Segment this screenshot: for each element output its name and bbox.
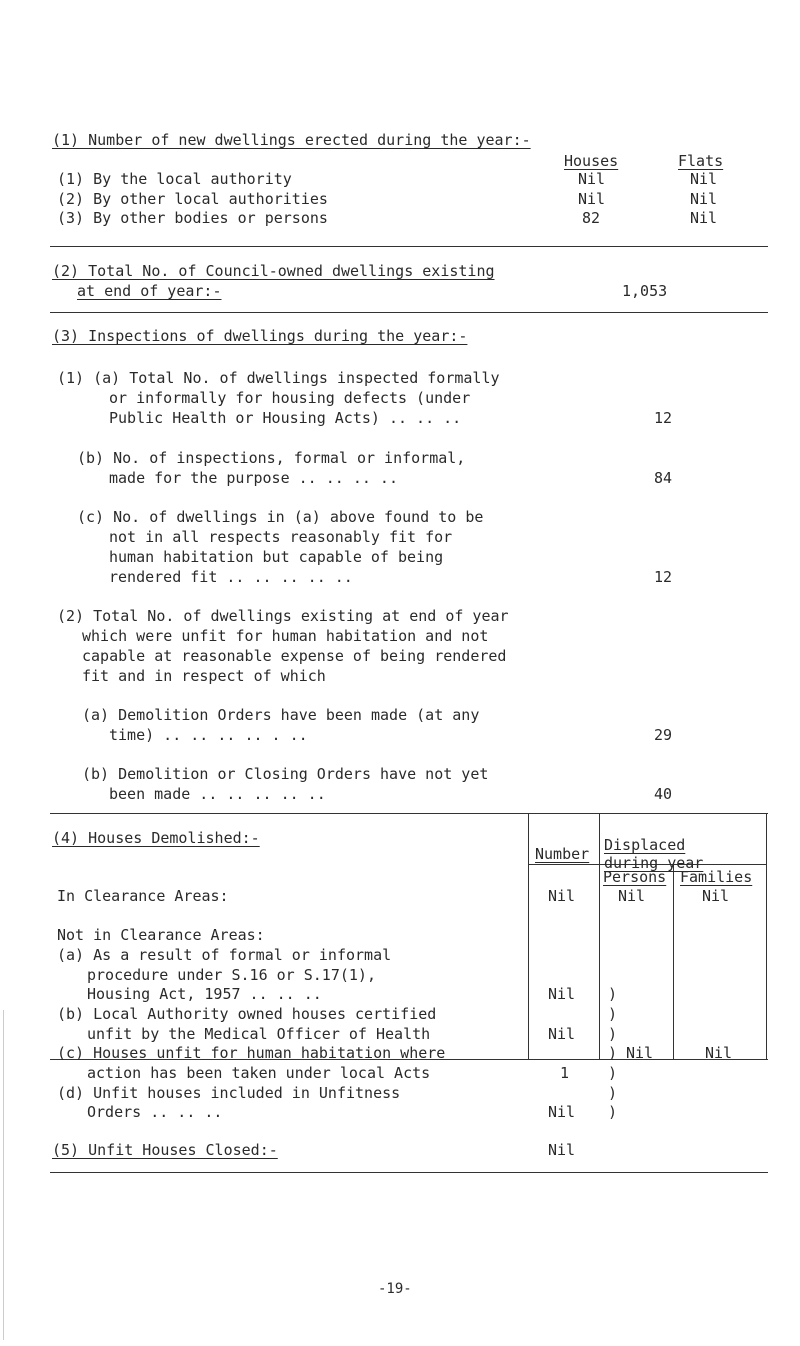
s1-heading: (1) Number of new dwellings erected during the year:- bbox=[52, 131, 531, 149]
s3-p2a-value: 29 bbox=[654, 726, 673, 744]
s4-c-line: (c) Houses unfit for human habitation where bbox=[57, 1044, 446, 1062]
bracket-glyph: ) bbox=[608, 1005, 618, 1023]
s1-row-label: (3) By other bodies or persons bbox=[57, 209, 328, 227]
s3-c-line: (c) No. of dwellings in (a) above found to be bbox=[77, 508, 484, 526]
s3-a-line: (1) (a) Total No. of dwellings inspected formally bbox=[57, 369, 500, 387]
s3-b-line: (b) No. of inspections, formal or informal, bbox=[77, 449, 466, 467]
s3-p2a-line: time) .. .. .. .. . .. bbox=[109, 726, 308, 744]
s3-p2-line: capable at reasonable expense of being rendered bbox=[82, 647, 507, 665]
s1-row-houses: Nil bbox=[578, 170, 606, 188]
s4-b-line: (b) Local Authority owned houses certified bbox=[57, 1005, 437, 1023]
s4-b-line: unfit by the Medical Officer of Health bbox=[87, 1025, 431, 1043]
s4-d-line: (d) Unfit houses included in Unfitness bbox=[57, 1084, 401, 1102]
bracket-glyph: ) bbox=[608, 1025, 618, 1043]
s3-a-line: or informally for housing defects (under bbox=[109, 389, 471, 407]
s4-heading: (4) Houses Demolished:- bbox=[52, 829, 260, 847]
s4-col-displaced: Displaced bbox=[604, 836, 686, 854]
s1-row-label: (1) By the local authority bbox=[57, 170, 292, 188]
margin-mark bbox=[3, 1010, 4, 1340]
divider bbox=[50, 312, 768, 313]
bracket-glyph: ) bbox=[608, 1044, 618, 1062]
s1-row-houses: 82 bbox=[582, 209, 601, 227]
s4-col-number: Number bbox=[535, 845, 590, 863]
s4-not-clearance-label: Not in Clearance Areas: bbox=[57, 926, 265, 944]
s4-clearance-label: In Clearance Areas: bbox=[57, 887, 229, 905]
s3-c-line: human habitation but capable of being bbox=[109, 548, 444, 566]
s2-value: 1,053 bbox=[622, 282, 668, 300]
s1-row-flats: Nil bbox=[690, 190, 718, 208]
table-col-rule bbox=[673, 864, 674, 1059]
s4-a-line: procedure under S.16 or S.17(1), bbox=[87, 966, 376, 984]
s3-p2b-line: been made .. .. .. .. .. bbox=[109, 785, 326, 803]
s4-c-number: 1 bbox=[560, 1064, 570, 1082]
s5-label: (5) Unfit Houses Closed:- bbox=[52, 1141, 278, 1159]
table-col-rule bbox=[766, 813, 767, 1059]
bracket-glyph: ) bbox=[608, 1084, 618, 1102]
s4-clearance-number: Nil bbox=[548, 887, 576, 905]
s4-col-families: Families bbox=[680, 868, 753, 886]
table-top-rule bbox=[50, 813, 768, 814]
s3-p2b-line: (b) Demolition or Closing Orders have not yet bbox=[82, 765, 489, 783]
s3-c-value: 12 bbox=[654, 568, 673, 586]
divider bbox=[50, 1172, 768, 1173]
s3-p2-line: fit and in respect of which bbox=[82, 667, 326, 685]
s3-heading: (3) Inspections of dwellings during the year:- bbox=[52, 327, 468, 345]
table-col-rule bbox=[528, 813, 529, 1059]
s3-p2b-value: 40 bbox=[654, 785, 673, 803]
s3-p2-line: (2) Total No. of dwellings existing at end of year bbox=[57, 607, 509, 625]
s1-col-houses: Houses bbox=[564, 152, 619, 170]
s4-c-line: action has been taken under local Acts bbox=[87, 1064, 431, 1082]
s3-c-line: not in all respects reasonably fit for bbox=[109, 528, 453, 546]
bracket-glyph: ) bbox=[608, 1064, 618, 1082]
s4-col-displaced: during year bbox=[604, 854, 704, 872]
s3-p2-line: which were unfit for human habitation and not bbox=[82, 627, 489, 645]
s3-a-line: Public Health or Housing Acts) .. .. .. bbox=[109, 409, 462, 427]
s1-row-flats: Nil bbox=[690, 170, 718, 188]
page-number: -19- bbox=[378, 1281, 412, 1297]
s4-a-line: (a) As a result of formal or informal bbox=[57, 946, 392, 964]
s4-clearance-families: Nil bbox=[702, 887, 730, 905]
divider bbox=[50, 246, 768, 247]
s4-col-persons: Persons bbox=[603, 868, 667, 886]
s4-clearance-persons: Nil bbox=[618, 887, 646, 905]
s2-line1: (2) Total No. of Council-owned dwellings existing bbox=[52, 262, 495, 280]
s3-a-value: 12 bbox=[654, 409, 673, 427]
s3-c-line: rendered fit .. .. .. .. .. bbox=[109, 568, 353, 586]
bracket-glyph: ) bbox=[608, 1103, 618, 1121]
s4-a-number: Nil bbox=[548, 985, 576, 1003]
s5-value: Nil bbox=[548, 1141, 576, 1159]
bracket-glyph: ) bbox=[608, 985, 618, 1003]
s2-line2: at end of year:- bbox=[77, 282, 222, 300]
s4-a-line: Housing Act, 1957 .. .. .. bbox=[87, 985, 322, 1003]
s3-b-line: made for the purpose .. .. .. .. bbox=[109, 469, 398, 487]
s4-group-families: Nil bbox=[705, 1044, 733, 1062]
s4-d-number: Nil bbox=[548, 1103, 576, 1121]
s4-d-line: Orders .. .. .. bbox=[87, 1103, 223, 1121]
s1-col-flats: Flats bbox=[678, 152, 724, 170]
s1-row-houses: Nil bbox=[578, 190, 606, 208]
s4-b-number: Nil bbox=[548, 1025, 576, 1043]
s1-row-flats: Nil bbox=[690, 209, 718, 227]
s3-b-value: 84 bbox=[654, 469, 673, 487]
s1-row-label: (2) By other local authorities bbox=[57, 190, 328, 208]
table-col-rule bbox=[599, 813, 600, 1059]
s3-p2a-line: (a) Demolition Orders have been made (at any bbox=[82, 706, 480, 724]
s4-group-persons: Nil bbox=[626, 1044, 654, 1062]
